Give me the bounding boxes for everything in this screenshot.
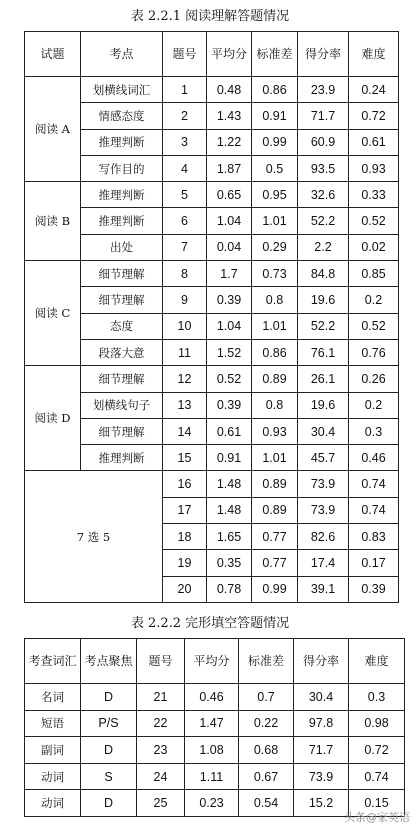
test-point: 写作目的 xyxy=(81,155,163,181)
score-rate: 84.8 xyxy=(298,261,349,287)
table-row xyxy=(25,182,399,208)
group-label: 阅读 A xyxy=(25,77,81,182)
difficulty: 0.74 xyxy=(349,497,399,523)
vocab-type: 动词 xyxy=(25,763,81,790)
question-number: 7 xyxy=(163,234,207,260)
score-rate: 60.9 xyxy=(298,129,349,155)
difficulty: 0.72 xyxy=(349,103,399,129)
header-difficulty: 难度 xyxy=(349,639,405,684)
score-rate: 23.9 xyxy=(298,77,349,103)
question-number: 25 xyxy=(137,790,185,817)
question-number: 11 xyxy=(163,339,207,365)
mean-score: 1.22 xyxy=(207,129,252,155)
mean-score: 1.48 xyxy=(207,497,252,523)
question-number: 15 xyxy=(163,445,207,471)
test-point: 态度 xyxy=(81,313,163,339)
score-rate: 71.7 xyxy=(294,737,349,764)
header-vocab: 考查词汇 xyxy=(25,639,81,684)
difficulty: 0.17 xyxy=(349,550,399,576)
standard-deviation: 0.99 xyxy=(252,576,298,602)
table-row xyxy=(25,366,399,392)
table-row xyxy=(25,339,399,365)
mean-score: 0.52 xyxy=(207,366,252,392)
mean-score: 0.46 xyxy=(185,684,239,711)
mean-score: 1.65 xyxy=(207,524,252,550)
test-point: 划横线词汇 xyxy=(81,77,163,103)
standard-deviation: 0.89 xyxy=(252,497,298,523)
group-label: 阅读 C xyxy=(25,261,81,366)
table-row xyxy=(25,103,399,129)
score-rate: 30.4 xyxy=(294,684,349,711)
score-rate: 93.5 xyxy=(298,155,349,181)
question-number: 8 xyxy=(163,261,207,287)
difficulty: 0.02 xyxy=(349,234,399,260)
question-number: 6 xyxy=(163,208,207,234)
mean-score: 1.47 xyxy=(185,710,239,737)
difficulty: 0.39 xyxy=(349,576,399,602)
difficulty: 0.93 xyxy=(349,155,399,181)
score-rate: 2.2 xyxy=(298,234,349,260)
table-row xyxy=(25,261,399,287)
score-rate: 73.9 xyxy=(294,763,349,790)
test-point: 细节理解 xyxy=(81,287,163,313)
mean-score: 1.08 xyxy=(185,737,239,764)
difficulty: 0.3 xyxy=(349,684,405,711)
table-row xyxy=(25,392,399,418)
mean-score: 1.04 xyxy=(207,313,252,339)
mean-score: 1.48 xyxy=(207,471,252,497)
test-point: 出处 xyxy=(81,234,163,260)
header-sd: 标准差 xyxy=(252,32,298,77)
mean-score: 0.39 xyxy=(207,392,252,418)
difficulty: 0.2 xyxy=(349,392,399,418)
focus: D xyxy=(81,737,137,764)
score-rate: 71.7 xyxy=(298,103,349,129)
difficulty: 0.72 xyxy=(349,737,405,764)
score-rate: 82.6 xyxy=(298,524,349,550)
test-point: 情感态度 xyxy=(81,103,163,129)
table-row xyxy=(25,313,399,339)
standard-deviation: 1.01 xyxy=(252,445,298,471)
score-rate: 52.2 xyxy=(298,313,349,339)
difficulty: 0.83 xyxy=(349,524,399,550)
standard-deviation: 0.77 xyxy=(252,550,298,576)
header-mean: 平均分 xyxy=(185,639,239,684)
header-item: 试题 xyxy=(25,32,81,77)
focus: S xyxy=(81,763,137,790)
mean-score: 0.04 xyxy=(207,234,252,260)
focus: D xyxy=(81,790,137,817)
difficulty: 0.2 xyxy=(349,287,399,313)
score-rate: 19.6 xyxy=(298,392,349,418)
header-number: 题号 xyxy=(163,32,207,77)
header-rate: 得分率 xyxy=(294,639,349,684)
table-row xyxy=(25,129,399,155)
header-number: 题号 xyxy=(137,639,185,684)
standard-deviation: 0.8 xyxy=(252,392,298,418)
table2-body xyxy=(25,684,405,817)
test-point: 推理判断 xyxy=(81,182,163,208)
question-number: 9 xyxy=(163,287,207,313)
group-label: 7 选 5 xyxy=(25,471,163,602)
question-number: 22 xyxy=(137,710,185,737)
vocab-type: 名词 xyxy=(25,684,81,711)
score-rate: 17.4 xyxy=(298,550,349,576)
table2-header-row xyxy=(25,639,405,684)
question-number: 14 xyxy=(163,418,207,444)
score-rate: 73.9 xyxy=(298,471,349,497)
question-number: 3 xyxy=(163,129,207,155)
score-rate: 97.8 xyxy=(294,710,349,737)
vocab-type: 副词 xyxy=(25,737,81,764)
table-row xyxy=(25,471,399,497)
reading-comprehension-table xyxy=(24,31,399,603)
difficulty: 0.52 xyxy=(349,208,399,234)
vocab-type: 动词 xyxy=(25,790,81,817)
mean-score: 0.39 xyxy=(207,287,252,313)
mean-score: 0.91 xyxy=(207,445,252,471)
table-row xyxy=(25,155,399,181)
question-number: 18 xyxy=(163,524,207,550)
table-row xyxy=(25,77,399,103)
question-number: 19 xyxy=(163,550,207,576)
difficulty: 0.33 xyxy=(349,182,399,208)
score-rate: 76.1 xyxy=(298,339,349,365)
mean-score: 0.61 xyxy=(207,418,252,444)
question-number: 5 xyxy=(163,182,207,208)
difficulty: 0.61 xyxy=(349,129,399,155)
question-number: 16 xyxy=(163,471,207,497)
mean-score: 0.65 xyxy=(207,182,252,208)
standard-deviation: 0.68 xyxy=(239,737,294,764)
question-number: 21 xyxy=(137,684,185,711)
header-difficulty: 难度 xyxy=(349,32,399,77)
test-point: 段落大意 xyxy=(81,339,163,365)
standard-deviation: 0.91 xyxy=(252,103,298,129)
mean-score: 1.43 xyxy=(207,103,252,129)
standard-deviation: 0.67 xyxy=(239,763,294,790)
score-rate: 32.6 xyxy=(298,182,349,208)
test-point: 细节理解 xyxy=(81,418,163,444)
difficulty: 0.15 xyxy=(349,790,405,817)
group-label: 阅读 D xyxy=(25,366,81,471)
score-rate: 15.2 xyxy=(294,790,349,817)
test-point: 推理判断 xyxy=(81,208,163,234)
standard-deviation: 0.5 xyxy=(252,155,298,181)
question-number: 13 xyxy=(163,392,207,418)
standard-deviation: 1.01 xyxy=(252,313,298,339)
mean-score: 1.7 xyxy=(207,261,252,287)
score-rate: 39.1 xyxy=(298,576,349,602)
table1-header-row xyxy=(25,32,399,77)
question-number: 24 xyxy=(137,763,185,790)
table-row xyxy=(25,684,405,711)
score-rate: 52.2 xyxy=(298,208,349,234)
table-row xyxy=(25,287,399,313)
question-number: 12 xyxy=(163,366,207,392)
test-point: 推理判断 xyxy=(81,445,163,471)
mean-score: 1.87 xyxy=(207,155,252,181)
difficulty: 0.26 xyxy=(349,366,399,392)
table-row xyxy=(25,763,405,790)
table-row xyxy=(25,445,399,471)
watermark: 头条@家英语 xyxy=(344,811,410,824)
standard-deviation: 0.99 xyxy=(252,129,298,155)
table1-body xyxy=(25,77,399,603)
table1-caption: 表 2.2.1 阅读理解答题情况 xyxy=(130,9,290,24)
header-focus: 考点聚焦 xyxy=(81,639,137,684)
header-sd: 标准差 xyxy=(239,639,294,684)
mean-score: 1.11 xyxy=(185,763,239,790)
test-point: 细节理解 xyxy=(81,261,163,287)
mean-score: 1.52 xyxy=(207,339,252,365)
test-point: 划横线句子 xyxy=(81,392,163,418)
score-rate: 30.4 xyxy=(298,418,349,444)
question-number: 1 xyxy=(163,77,207,103)
standard-deviation: 0.77 xyxy=(252,524,298,550)
difficulty: 0.46 xyxy=(349,445,399,471)
table2-caption: 表 2.2.2 完形填空答题情况 xyxy=(130,616,290,631)
difficulty: 0.3 xyxy=(349,418,399,444)
standard-deviation: 0.29 xyxy=(252,234,298,260)
mean-score: 0.23 xyxy=(185,790,239,817)
mean-score: 0.48 xyxy=(207,77,252,103)
mean-score: 0.35 xyxy=(207,550,252,576)
difficulty: 0.24 xyxy=(349,77,399,103)
group-label: 阅读 B xyxy=(25,182,81,261)
question-number: 2 xyxy=(163,103,207,129)
test-point: 推理判断 xyxy=(81,129,163,155)
standard-deviation: 0.89 xyxy=(252,366,298,392)
difficulty: 0.74 xyxy=(349,471,399,497)
score-rate: 45.7 xyxy=(298,445,349,471)
difficulty: 0.85 xyxy=(349,261,399,287)
cloze-test-table xyxy=(24,638,405,817)
standard-deviation: 0.93 xyxy=(252,418,298,444)
standard-deviation: 0.7 xyxy=(239,684,294,711)
question-number: 20 xyxy=(163,576,207,602)
difficulty: 0.52 xyxy=(349,313,399,339)
standard-deviation: 0.89 xyxy=(252,471,298,497)
standard-deviation: 0.86 xyxy=(252,77,298,103)
table-row xyxy=(25,234,399,260)
header-point: 考点 xyxy=(81,32,163,77)
header-rate: 得分率 xyxy=(298,32,349,77)
table-row xyxy=(25,710,405,737)
standard-deviation: 0.22 xyxy=(239,710,294,737)
question-number: 4 xyxy=(163,155,207,181)
standard-deviation: 0.73 xyxy=(252,261,298,287)
focus: D xyxy=(81,684,137,711)
question-number: 23 xyxy=(137,737,185,764)
standard-deviation: 1.01 xyxy=(252,208,298,234)
difficulty: 0.98 xyxy=(349,710,405,737)
mean-score: 1.04 xyxy=(207,208,252,234)
standard-deviation: 0.8 xyxy=(252,287,298,313)
score-rate: 73.9 xyxy=(298,497,349,523)
focus: P/S xyxy=(81,710,137,737)
score-rate: 19.6 xyxy=(298,287,349,313)
table-row xyxy=(25,418,399,444)
header-mean: 平均分 xyxy=(207,32,252,77)
mean-score: 0.78 xyxy=(207,576,252,602)
vocab-type: 短语 xyxy=(25,710,81,737)
table-row xyxy=(25,208,399,234)
test-point: 细节理解 xyxy=(81,366,163,392)
question-number: 10 xyxy=(163,313,207,339)
table-row xyxy=(25,737,405,764)
difficulty: 0.76 xyxy=(349,339,399,365)
standard-deviation: 0.95 xyxy=(252,182,298,208)
score-rate: 26.1 xyxy=(298,366,349,392)
standard-deviation: 0.54 xyxy=(239,790,294,817)
standard-deviation: 0.86 xyxy=(252,339,298,365)
question-number: 17 xyxy=(163,497,207,523)
difficulty: 0.74 xyxy=(349,763,405,790)
